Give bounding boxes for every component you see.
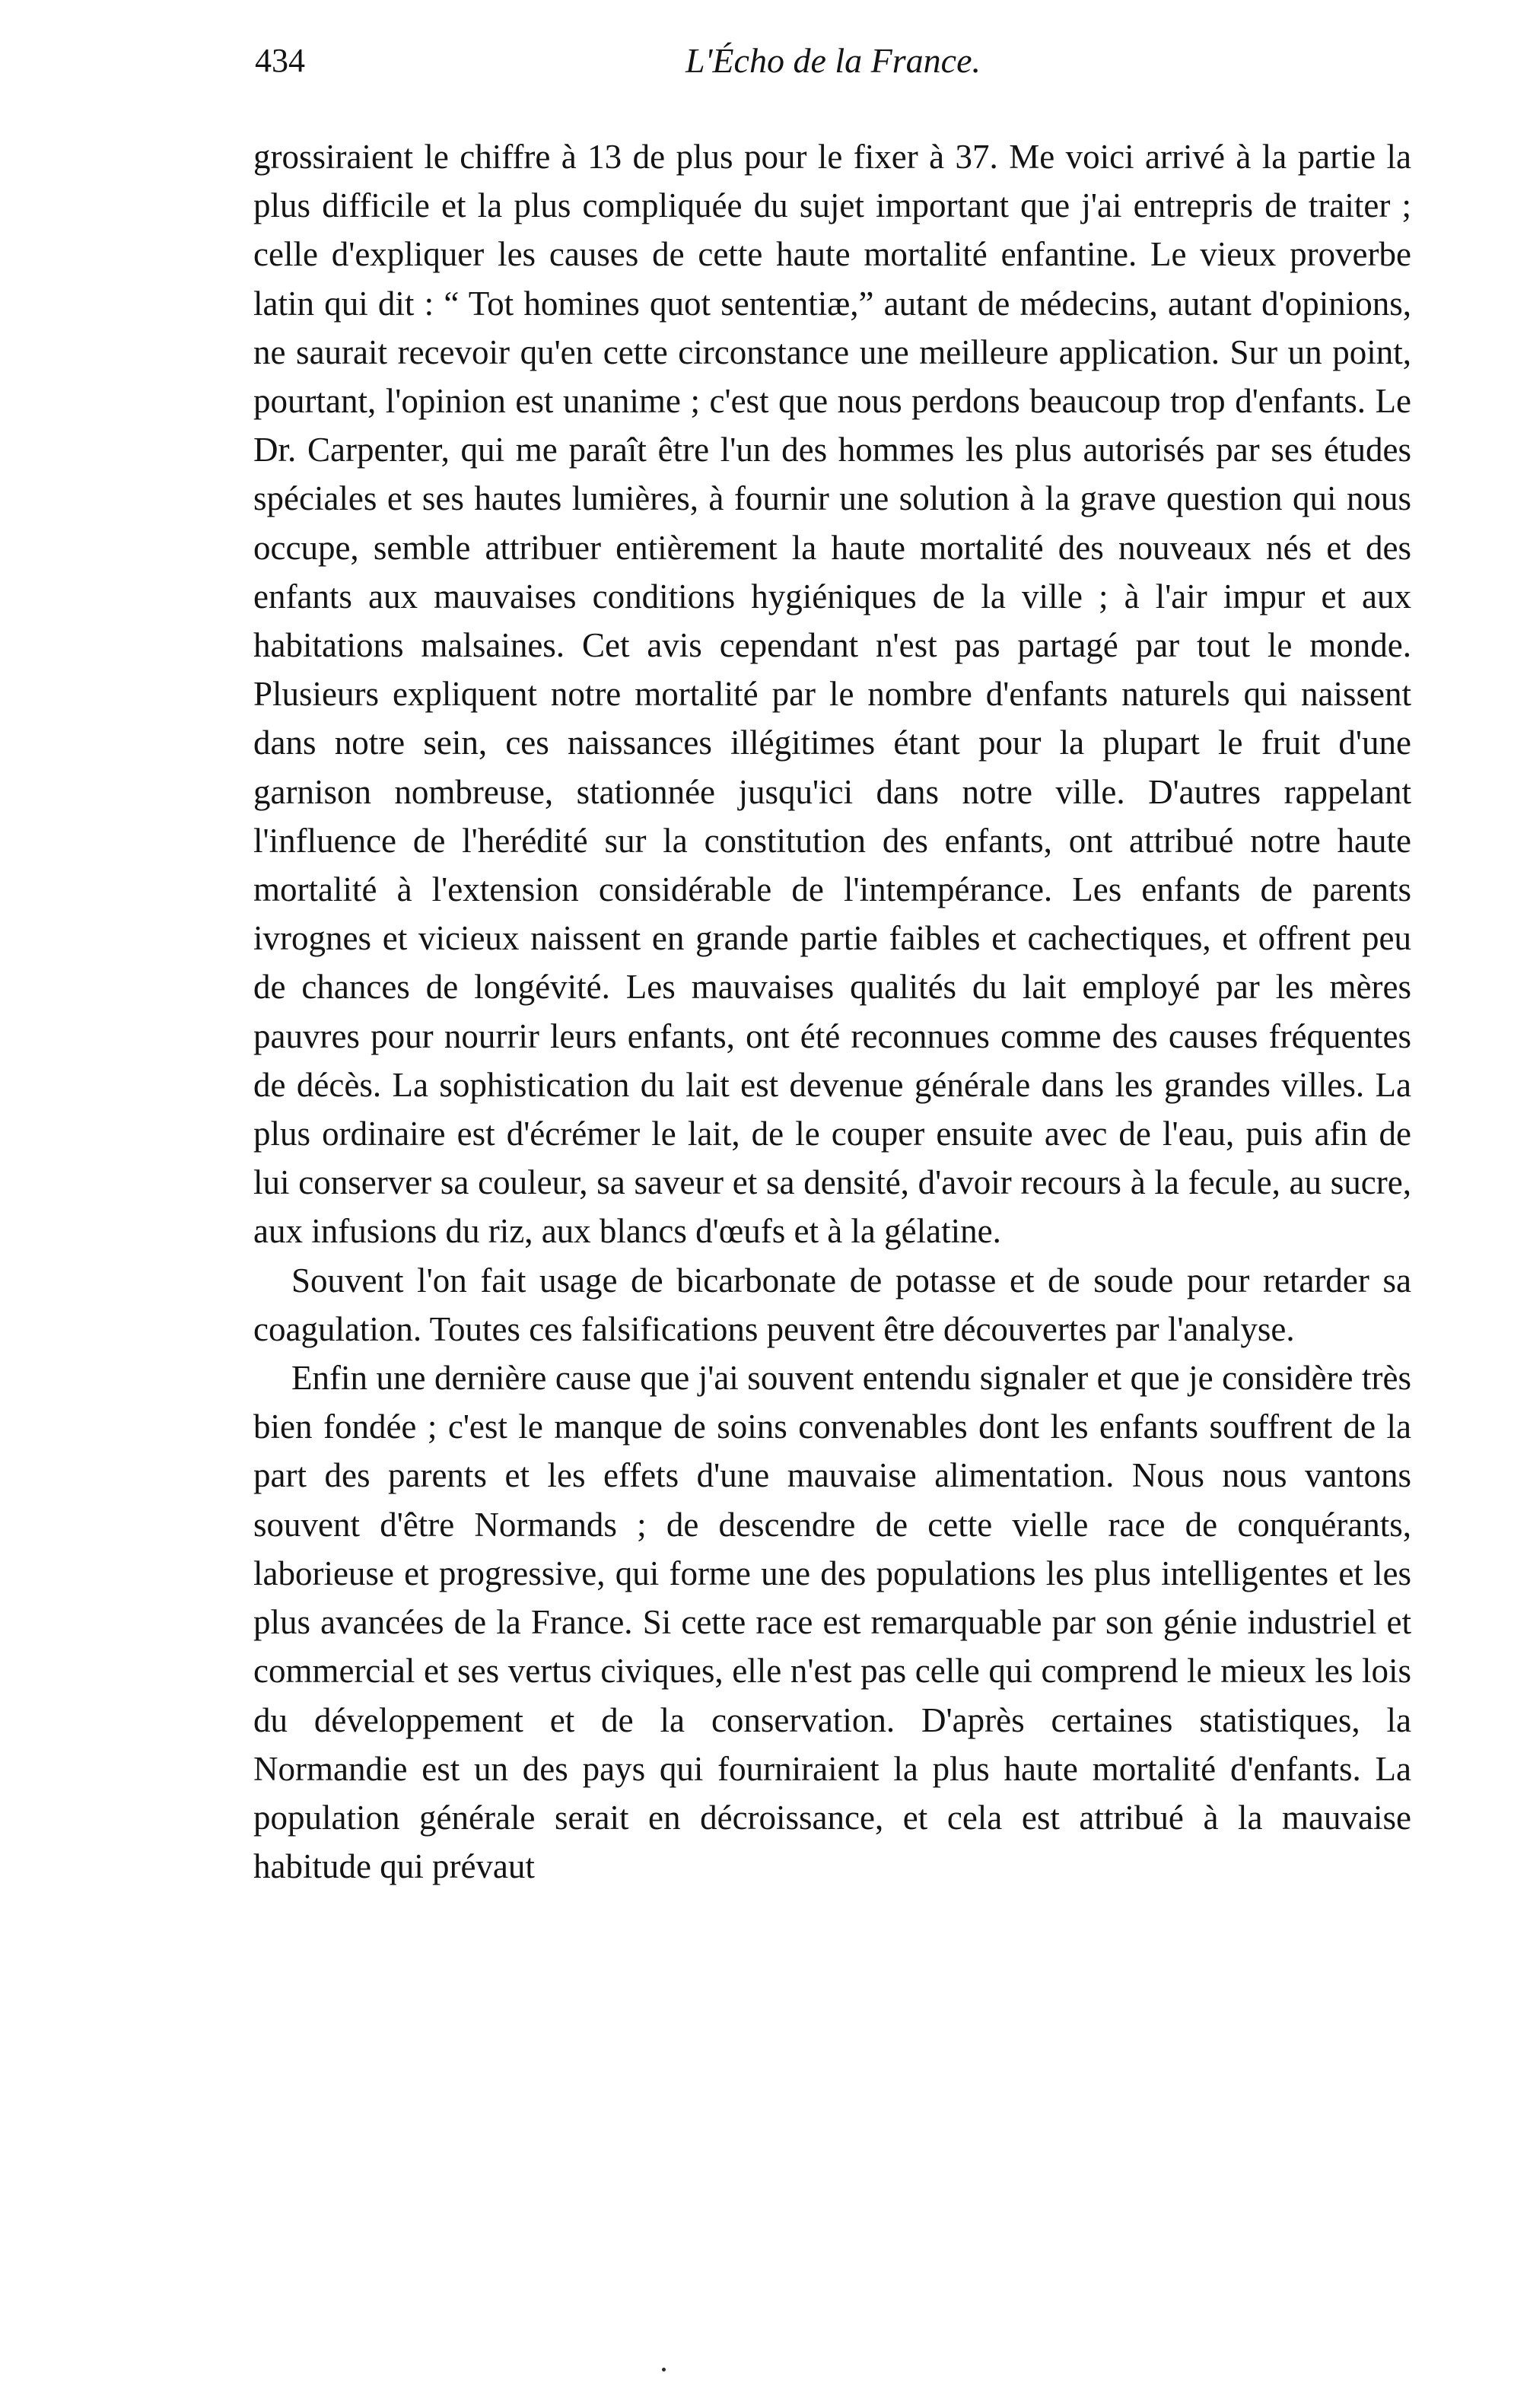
footer-dot bbox=[662, 2368, 666, 2371]
body-text bbox=[253, 132, 1411, 1891]
paragraph-2: Souvent l'on fait usage de bicarbonate de potasse et de soude pour retarder sa coagulation. Toutes ces falsifications peuvent être découvertes par l'analyse. bbox=[253, 1261, 1411, 1348]
page-number: 434 bbox=[255, 42, 305, 79]
paragraph-3: Enfin une dernière cause que j'ai souvent entendu signaler et que je considère très bien fondée ; c'est le manque de soins convenables dont les enfants souffrent de la part des parents et les effets d'une mauvaise alimentation. Nous nous vantons souvent d'être Normands ; de descendre de cette vielle race de conquérants, laborieuse et progressive, qui forme une des populations les plus intelligentes et les plus avancées de la France. Si cette race est remarquable par son génie industriel et commercial et ses vertus civiques, elle n'est pas celle qui comprend le mieux les lois du développement et de la conservation. D'après certaines statistiques, la Normandie est un des pays qui fourniraient la plus haute mortalité d'enfants. La population générale serait en décroissance, et cela est attribué à la mauvaise habitude qui prévaut bbox=[253, 1359, 1411, 1886]
page-header bbox=[255, 30, 1411, 91]
paragraph-1: grossiraient le chiffre à 13 de plus pour le fixer à 37. Me voici arrivé à la partie la plus difficile et la plus compliquée du sujet important que j'ai entrepris de traiter ; celle d'expliquer les causes de cette haute mortalité enfantine. Le vieux proverbe latin qui dit : “ Tot homines quot sententiæ,” autant de médecins, autant d'opinions, ne saurait recevoir qu'en cette circonstance une meilleure application. Sur un point, pourtant, l'opinion est unanime ; c'est que nous perdons beaucoup trop d'enfants. Le Dr. Carpenter, qui me paraît être l'un des hommes les plus autorisés par ses études spéciales et ses hautes lumières, à fournir une solution à la grave question qui nous occupe, semble attribuer entièrement la haute mortalité des nouveaux nés et des enfants aux mauvaises conditions hygiéniques de la ville ; à l'air impur et aux habitations malsaines. Cet avis cependant n'est pas partagé par tout le monde. Plusieurs expliquent notre mortalité par le nombre d'enfants naturels qui naissent dans notre sein, ces naissances illégitimes étant pour la plupart le fruit d'une garnison nombreuse, stationnée jusqu'ici dans notre ville. D'autres rappelant l'influence de l'herédité sur la constitution des enfants, ont attribué notre haute mortalité à l'extension considérable de l'intempérance. Les enfants de parents ivrognes et vicieux naissent en grande partie faibles et cachectiques, et offrent peu de chances de longévité. Les mauvaises qualités du lait employé par les mères pauvres pour nourrir leurs enfants, ont été reconnues comme des causes fréquentes de décès. La sophistication du lait est devenue générale dans les grandes villes. La plus ordinaire est d'écrémer le lait, de le couper ensuite avec de l'eau, puis afin de lui conserver sa couleur, sa saveur et sa densité, d'avoir recours à la fecule, au sucre, aux infusions du riz, aux blancs d'œufs et à la gélatine. bbox=[253, 138, 1411, 1251]
running-title: L'Écho de la France. bbox=[685, 41, 981, 80]
